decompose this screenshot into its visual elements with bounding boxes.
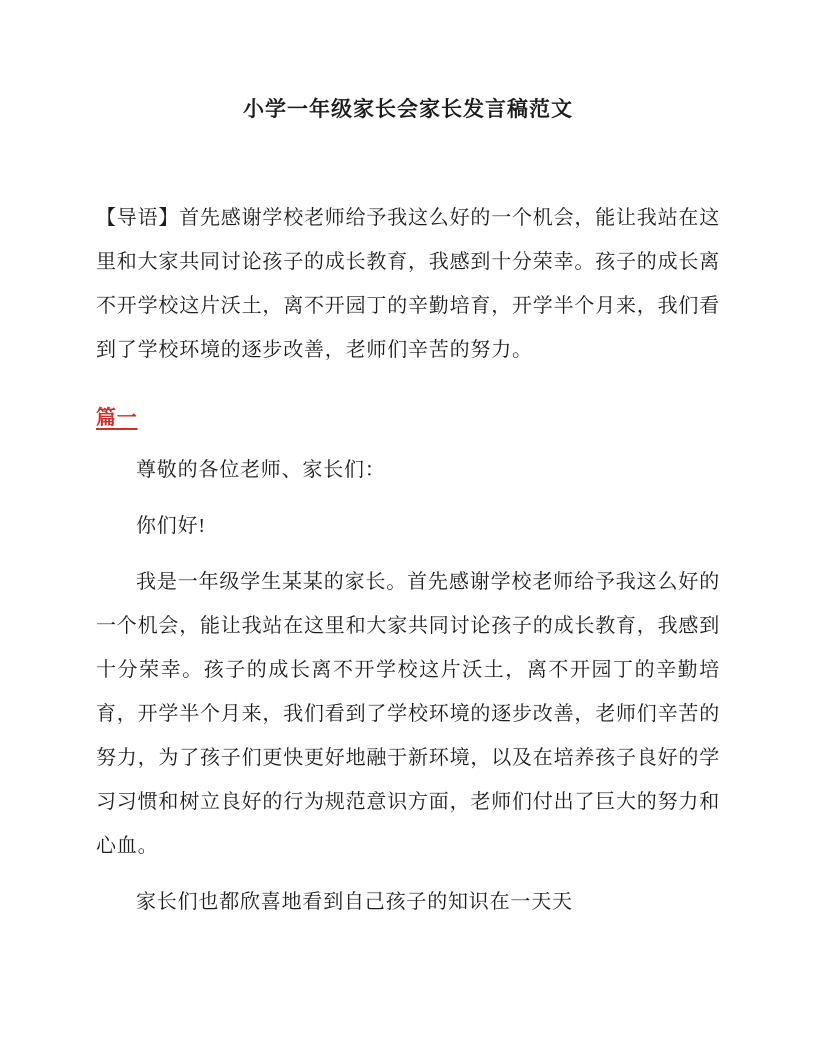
intro-paragraph: 【导语】首先感谢学校老师给予我这么好的一个机会，能让我站在这里和大家共同讨论孩子的成长教育，我感到十分荣幸。孩子的成长离不开学校这片沃土，离不开园丁的辛勤培育，开学半个月来，我们看到了学校环境的逐步改善，老师们辛苦的努力。: [96, 207, 720, 361]
section-one-heading: 篇一: [96, 407, 138, 429]
document-title: 小学一年级家长会家长发言稿范文: [243, 97, 573, 121]
salutation-line: 尊敬的各位老师、家长们：: [136, 459, 386, 481]
greeting-line: 你们好!: [136, 515, 206, 537]
body-paragraph-1: 我是一年级学生某某的家长。首先感谢学校老师给予我这么好的一个机会，能让我站在这里和大家共同讨论孩子的成长教育，我感到十分荣幸。孩子的成长离不开学校这片沃土，离不开园丁的辛勤培育，开学半个月来，我们看到了学校环境的逐步改善，老师们辛苦的努力，为了孩子们更快更好地融于新环境，以及在培养孩子良好的学习习惯和树立良好的行为规范意识方面，老师们付出了巨大的努力和心血。: [96, 571, 720, 857]
body-paragraph-2: 家长们也都欣喜地看到自己孩子的知识在一天天: [136, 891, 573, 913]
